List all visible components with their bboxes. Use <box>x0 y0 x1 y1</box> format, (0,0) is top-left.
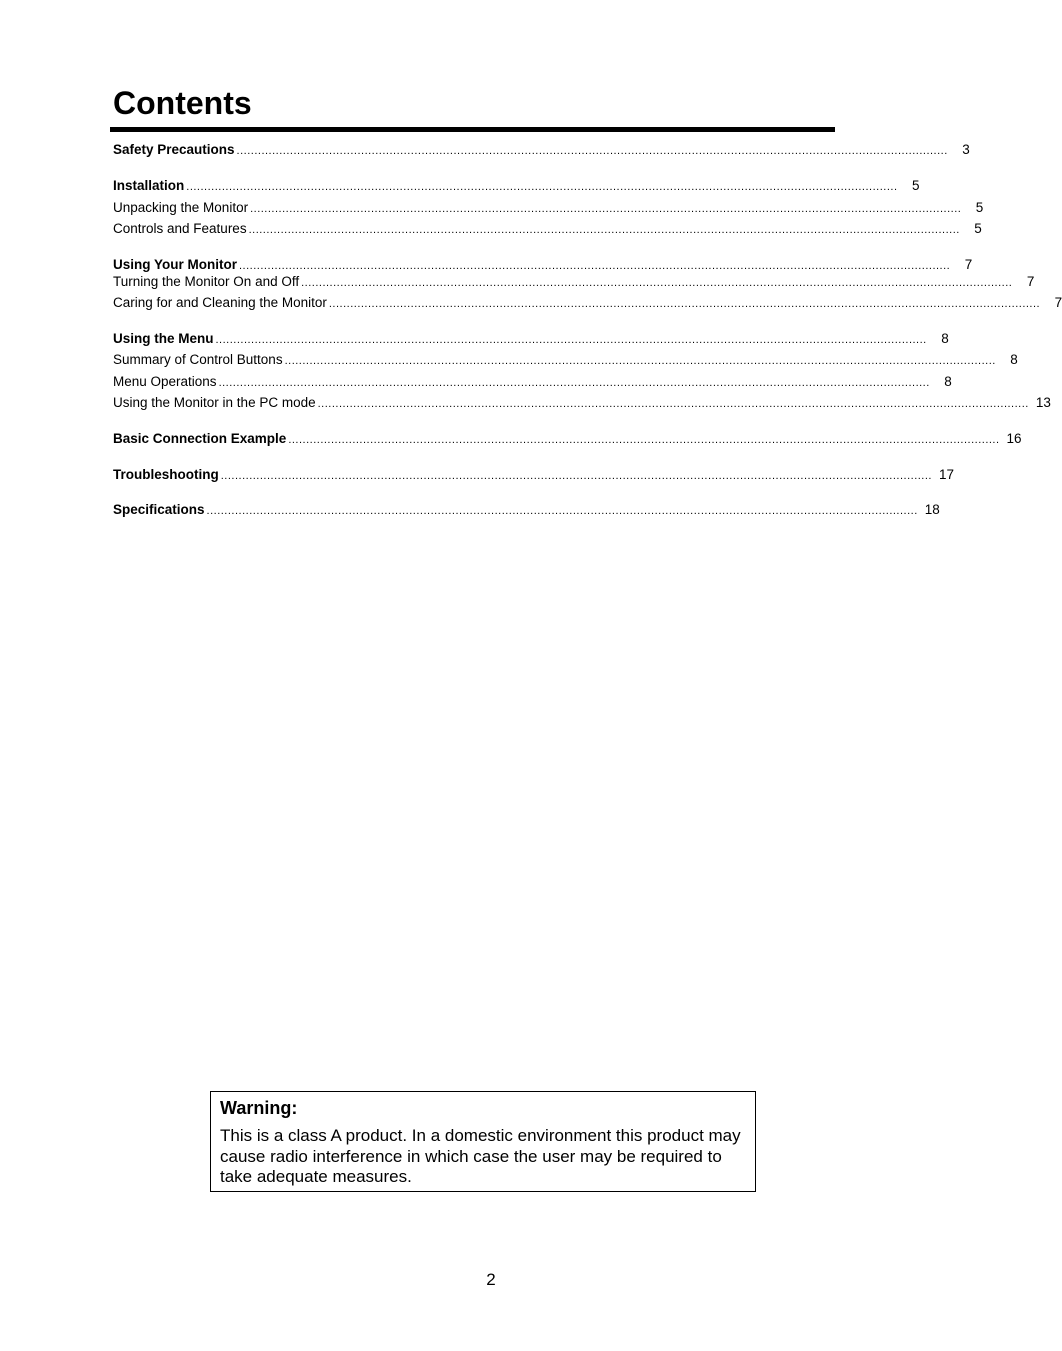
toc-entry-page: 18 <box>924 502 940 517</box>
toc-entry-basic-connection[interactable] <box>113 430 1022 448</box>
toc-entry-page: 17 <box>938 467 954 482</box>
toc-entry-unpacking[interactable] <box>113 199 984 217</box>
toc-entry-page: 5 <box>974 221 982 236</box>
dot-leader: ........................................................................................................................................................................................................ <box>288 434 1000 446</box>
dot-leader: ........................................................................................................................................................................................................ <box>239 260 951 272</box>
dot-leader: ........................................................................................................................................................................................................ <box>215 334 927 346</box>
toc-entry-label: Caring for and Cleaning the Monitor <box>113 295 327 310</box>
toc-entry-safety-precautions[interactable] <box>113 141 970 159</box>
warning-heading: Warning: <box>220 1098 298 1118</box>
toc-entry-menu-operations[interactable] <box>113 373 952 391</box>
toc-entry-turning-on-off[interactable] <box>113 273 1035 291</box>
toc-entry-label: Summary of Control Buttons <box>113 352 283 367</box>
toc-entry-label: Using Your Monitor <box>113 257 237 272</box>
page-title: Contents <box>113 85 252 121</box>
toc-entry-label: Installation <box>113 178 185 193</box>
toc-entry-using-the-menu[interactable] <box>113 330 949 348</box>
dot-leader: ........................................................................................................................................................................................................ <box>248 224 960 236</box>
toc-entry-label: Using the Menu <box>113 331 214 346</box>
toc-entry-page: 7 <box>1026 274 1035 289</box>
dot-leader: ........................................................................................................................................................................................................ <box>236 145 948 157</box>
toc-entry-using-your-monitor[interactable] <box>113 256 973 274</box>
toc-entry-page: 5 <box>975 200 984 215</box>
dot-leader: ........................................................................................................................................................................................................ <box>206 505 918 517</box>
table-of-contents <box>0 0 1062 600</box>
toc-entry-label: Specifications <box>113 502 205 517</box>
toc-entry-page: 7 <box>964 257 973 272</box>
toc-entry-page: 3 <box>962 142 970 157</box>
toc-entry-caring-cleaning[interactable] <box>113 294 1062 312</box>
toc-entry-specifications[interactable] <box>113 501 940 519</box>
dot-leader: ........................................................................................................................................................................................................ <box>328 298 1041 310</box>
dot-leader: ........................................................................................................................................................................................................ <box>186 181 898 193</box>
toc-entry-label: Controls and Features <box>113 221 247 236</box>
toc-entry-page: 5 <box>911 178 920 193</box>
toc-entry-label: Menu Operations <box>113 374 217 389</box>
toc-entry-page: 8 <box>944 374 952 389</box>
toc-entry-pc-mode[interactable] <box>113 394 1051 412</box>
warning-text: This is a class A product. In a domestic environment this product may cause radio interference in which case the user may be required to take adequate measures. <box>220 1126 741 1186</box>
toc-entry-troubleshooting[interactable] <box>113 466 954 484</box>
toc-entry-label: Safety Precautions <box>113 142 235 157</box>
dot-leader: ........................................................................................................................................................................................................ <box>284 355 996 367</box>
page-number: 2 <box>486 1270 496 1289</box>
dot-leader: ........................................................................................................................................................................................................ <box>317 398 1029 410</box>
toc-entry-summary-buttons[interactable] <box>113 351 1018 369</box>
toc-entry-page: 7 <box>1054 295 1062 310</box>
toc-entry-page: 16 <box>1006 431 1022 446</box>
toc-entry-page: 8 <box>1010 352 1018 367</box>
toc-entry-label: Basic Connection Example <box>113 431 287 446</box>
warning-box <box>210 1091 756 1192</box>
dot-leader: ........................................................................................................................................................................................................ <box>220 470 932 482</box>
dot-leader: ........................................................................................................................................................................................................ <box>301 277 1013 289</box>
toc-entry-label: Troubleshooting <box>113 467 219 482</box>
toc-entry-controls-features[interactable] <box>113 220 982 238</box>
dot-leader: ........................................................................................................................................................................................................ <box>250 203 962 215</box>
toc-entry-label: Unpacking the Monitor <box>113 200 249 215</box>
dot-leader: ........................................................................................................................................................................................................ <box>218 377 930 389</box>
toc-entry-page: 8 <box>941 331 949 346</box>
toc-entry-label: Turning the Monitor On and Off <box>113 274 300 289</box>
toc-entry-label: Using the Monitor in the PC mode <box>113 395 316 410</box>
toc-entry-installation[interactable] <box>113 177 920 195</box>
toc-entry-page: 13 <box>1035 395 1051 410</box>
